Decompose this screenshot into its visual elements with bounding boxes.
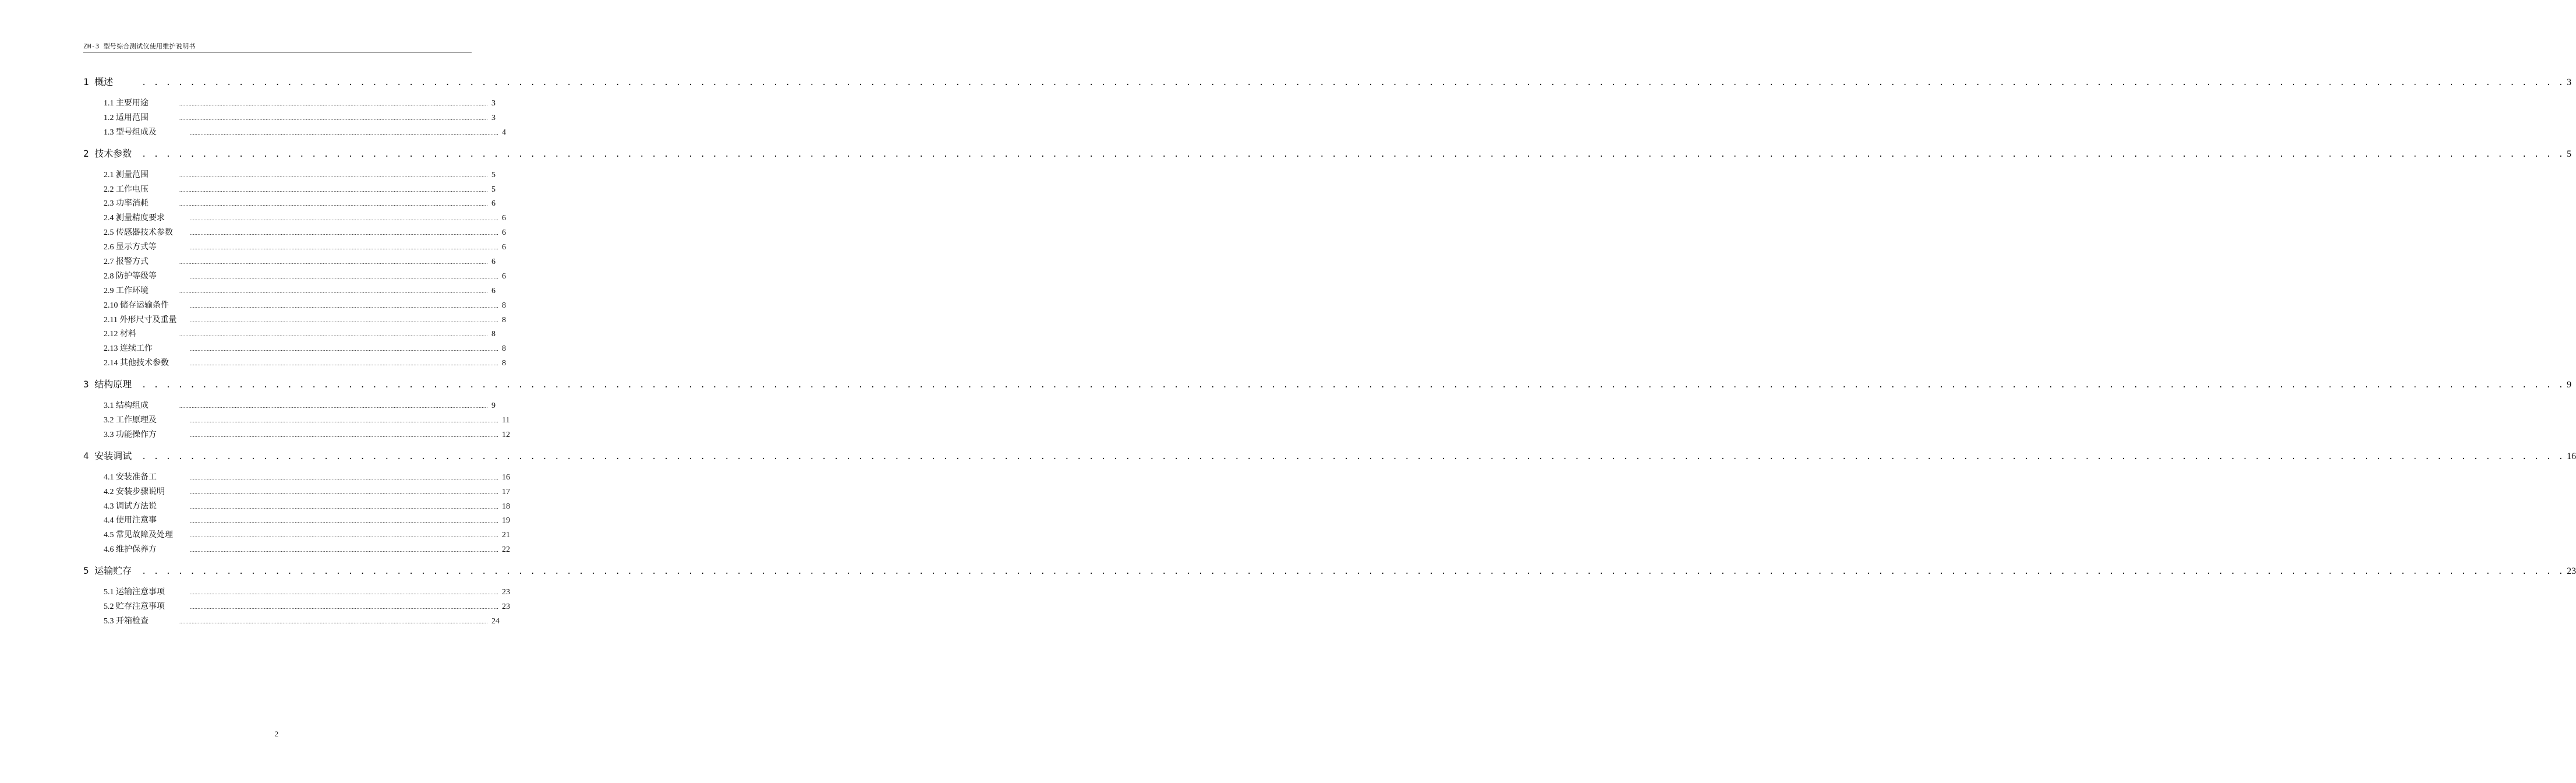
toc-entry-label: 2 技术参数 — [83, 147, 132, 159]
toc-entry-label: 5.1 运输注意事项 — [104, 588, 165, 597]
toc-chapter-entry[interactable] — [83, 377, 2572, 392]
dot-leader: ........................................................................................................................................................................................................ — [179, 288, 488, 294]
toc-section-entry[interactable] — [83, 197, 496, 211]
toc-section-entry[interactable] — [83, 586, 510, 600]
toc-section-entry[interactable] — [83, 615, 500, 629]
toc-entry-label: 2.13 连续工作 — [104, 344, 153, 354]
dot-leader: ........................................................................................................................................................................................................ — [179, 259, 488, 266]
toc-entry-page-number: 21 — [502, 531, 510, 540]
toc-entry-label: 5 运输贮存 — [83, 565, 132, 577]
toc-section-entry[interactable] — [83, 485, 510, 500]
dot-leader: ........................................................................................................................................................................................................ — [179, 172, 488, 178]
dot-leader: ........................................................................................................................................................................................................ — [190, 245, 498, 251]
toc-section-entry[interactable] — [83, 342, 506, 357]
toc-entry-label: 2.14 其他技术参数 — [104, 359, 169, 368]
toc-entry-page-number: 11 — [502, 416, 510, 425]
toc-entry-page-number: 6 — [491, 286, 496, 295]
toc-entry-label: 2.11 外形尺寸及重量 — [104, 315, 177, 325]
toc-entry-page-number: 8 — [491, 330, 496, 339]
toc-entry-page-number: 9 — [491, 401, 496, 411]
dot-leader: ........................................................................................................................................................................................................ — [190, 346, 498, 352]
dot-leader: . . . . . . . . . . . . . . . . . . . . . . . . . . . . . . . . . . . . . . . . . . . . . . . . . . . . . . . . . . . . . . . . . . . . . . . . . . . . . . . . . . . . . . . . . . . . . . . . . . . . . . . . . . . . . . . . . . . . . . . . . . . . . . . . . . . . . . . . . . . . . . . . . . . . . . . . . . . . . . . . . . . . . . . . . . . . . . . . . . . . . . . . . . . . . . . . . . . . . . . . — [141, 452, 2565, 461]
dot-leader: ........................................................................................................................................................................................................ — [190, 432, 498, 438]
toc-section-entry[interactable] — [83, 528, 510, 543]
dot-leader: ........................................................................................................................................................................................................ — [179, 201, 488, 207]
dot-leader: ........................................................................................................................................................................................................ — [190, 216, 498, 222]
toc-section-entry[interactable] — [83, 97, 496, 111]
running-header: ZH-3 型号综合测试仪使用维护说明书 — [83, 43, 472, 52]
dot-leader: . . . . . . . . . . . . . . . . . . . . . . . . . . . . . . . . . . . . . . . . . . . . . . . . . . . . . . . . . . . . . . . . . . . . . . . . . . . . . . . . . . . . . . . . . . . . . . . . . . . . . . . . . . . . . . . . . . . . . . . . . . . . . . . . . . . . . . . . . . . . . . . . . . . . . . . . . . . . . . . . . . . . . . . . . . . . . . . . . . . . . . . . . . . . . . . . . . . . . . . . — [141, 567, 2565, 577]
toc-entry-label: 2.3 功率消耗 — [104, 199, 148, 209]
toc-entry-label: 2.9 工作环境 — [104, 286, 148, 295]
toc-entry-label: 2.8 防护等级等 — [104, 271, 157, 281]
toc-entry-page-number: 23 — [502, 588, 510, 597]
toc-chapter-entry[interactable] — [83, 146, 2572, 161]
toc-entry-label: 4.3 调试方法说 — [104, 502, 157, 511]
toc-entry-label: 2.1 测量范围 — [104, 170, 148, 179]
toc-entry-label: 1.2 适用范围 — [104, 113, 148, 122]
toc-entry-label: 5.2 贮存注意事项 — [104, 602, 165, 612]
dot-leader: ........................................................................................................................................................................................................ — [190, 547, 498, 553]
dot-leader: ........................................................................................................................................................................................................ — [190, 590, 498, 596]
toc-entry-label: 4.4 使用注意事 — [104, 516, 157, 525]
toc-entry-label: 5.3 开箱检查 — [104, 616, 148, 626]
dot-leader: ........................................................................................................................................................................................................ — [190, 503, 498, 510]
toc-entry-page-number: 6 — [491, 258, 496, 267]
toc-entry-label: 4.6 维护保养方 — [104, 545, 157, 555]
toc-entry-page-number: 6 — [502, 243, 506, 252]
toc-entry-page-number: 19 — [502, 516, 510, 525]
toc-entry-page-number: 17 — [502, 487, 510, 496]
toc-section-entry[interactable] — [83, 226, 506, 241]
toc-section-entry[interactable] — [83, 414, 510, 428]
dot-leader: ........................................................................................................................................................................................................ — [179, 186, 488, 193]
toc-entry-label: 4.2 安装步骤说明 — [104, 487, 165, 496]
toc-entry-page-number: 23 — [2567, 566, 2576, 577]
dot-leader: ........................................................................................................................................................................................................ — [190, 489, 498, 495]
toc-entry-page-number: 6 — [502, 271, 506, 281]
toc-section-entry[interactable] — [83, 543, 510, 558]
toc-entry-label: 2.12 材料 — [104, 330, 136, 339]
toc-section-entry[interactable] — [83, 471, 510, 485]
dot-leader: ........................................................................................................................................................................................................ — [190, 604, 498, 611]
page-number: 2 — [274, 729, 279, 738]
toc-entry-page-number: 6 — [502, 214, 506, 223]
toc-entry-label: 4.1 安装准备工 — [104, 472, 157, 482]
toc-entry-label: 2.7 报警方式 — [104, 258, 148, 267]
dot-leader: ........................................................................................................................................................................................................ — [179, 101, 488, 107]
toc-entry-page-number: 5 — [2567, 149, 2572, 159]
toc-entry-label: 1.1 主要用途 — [104, 99, 148, 108]
table-of-contents — [83, 69, 2576, 629]
toc-entry-page-number: 3 — [491, 113, 496, 122]
toc-entry-page-number: 9 — [2567, 380, 2572, 390]
toc-entry-page-number: 6 — [491, 199, 496, 209]
toc-entry-page-number: 5 — [491, 170, 496, 179]
dot-leader: . . . . . . . . . . . . . . . . . . . . . . . . . . . . . . . . . . . . . . . . . . . . . . . . . . . . . . . . . . . . . . . . . . . . . . . . . . . . . . . . . . . . . . . . . . . . . . . . . . . . . . . . . . . . . . . . . . . . . . . . . . . . . . . . . . . . . . . . . . . . . . . . . . . . . . . . . . . . . . . . . . . . . . . . . . . . . . . . . . . . . . . . . . . . . . . . . . . . . . . . — [141, 149, 2565, 159]
toc-section-entry[interactable] — [83, 270, 506, 284]
toc-section-entry[interactable] — [83, 357, 506, 371]
toc-entry-label: 3.1 结构组成 — [104, 401, 148, 411]
toc-chapter-entry[interactable] — [83, 563, 2576, 579]
toc-entry-label: 2.5 传感器技术参数 — [104, 228, 173, 238]
toc-section-entry[interactable] — [83, 313, 506, 328]
dot-leader: ........................................................................................................................................................................................................ — [190, 273, 498, 280]
toc-entry-page-number: 23 — [502, 602, 510, 612]
dot-leader: ........................................................................................................................................................................................................ — [179, 115, 488, 121]
toc-entry-label: 1 概述 — [83, 76, 114, 87]
dot-leader: ........................................................................................................................................................................................................ — [179, 331, 488, 338]
toc-entry-label: 2.2 工作电压 — [104, 185, 148, 194]
toc-entry-label: 2.4 测量精度要求 — [104, 214, 165, 223]
toc-entry-page-number: 16 — [2567, 451, 2576, 461]
toc-entry-page-number: 22 — [502, 545, 510, 555]
toc-section-entry[interactable] — [83, 399, 496, 414]
toc-entry-page-number: 8 — [502, 359, 506, 368]
dot-leader: . . . . . . . . . . . . . . . . . . . . . . . . . . . . . . . . . . . . . . . . . . . . . . . . . . . . . . . . . . . . . . . . . . . . . . . . . . . . . . . . . . . . . . . . . . . . . . . . . . . . . . . . . . . . . . . . . . . . . . . . . . . . . . . . . . . . . . . . . . . . . . . . . . . . . . . . . . . . . . . . . . . . . . . . . . . . . . . . . . . . . . . . . . . . . . . . . . . . . . . . — [141, 78, 2565, 87]
dot-leader: ........................................................................................................................................................................................................ — [190, 317, 498, 323]
dot-leader: ........................................................................................................................................................................................................ — [190, 518, 498, 524]
toc-entry-page-number: 3 — [491, 99, 496, 108]
toc-entry-page-number: 24 — [491, 616, 500, 626]
toc-section-entry[interactable] — [83, 183, 496, 197]
toc-section-entry[interactable] — [83, 126, 506, 140]
toc-entry-page-number: 8 — [502, 315, 506, 325]
dot-leader: ........................................................................................................................................................................................................ — [190, 230, 498, 237]
dot-leader: ........................................................................................................................................................................................................ — [190, 302, 498, 309]
dot-leader: ........................................................................................................................................................................................................ — [179, 618, 488, 625]
toc-entry-page-number: 18 — [502, 502, 510, 511]
toc-entry-label: 2.6 显示方式等 — [104, 243, 157, 252]
toc-chapter-entry[interactable] — [83, 75, 2572, 90]
toc-section-entry[interactable] — [83, 327, 496, 342]
toc-section-entry[interactable] — [83, 500, 510, 514]
dot-leader: ........................................................................................................................................................................................................ — [179, 403, 488, 410]
dot-leader: ........................................................................................................................................................................................................ — [190, 532, 498, 539]
toc-section-entry[interactable] — [83, 241, 506, 255]
toc-section-entry[interactable] — [83, 514, 510, 528]
toc-section-entry[interactable] — [83, 111, 496, 126]
dot-leader: . . . . . . . . . . . . . . . . . . . . . . . . . . . . . . . . . . . . . . . . . . . . . . . . . . . . . . . . . . . . . . . . . . . . . . . . . . . . . . . . . . . . . . . . . . . . . . . . . . . . . . . . . . . . . . . . . . . . . . . . . . . . . . . . . . . . . . . . . . . . . . . . . . . . . . . . . . . . . . . . . . . . . . . . . . . . . . . . . . . . . . . . . . . . . . . . . . . . . . . . — [141, 380, 2565, 390]
toc-entry-page-number: 4 — [502, 128, 506, 137]
toc-section-entry[interactable] — [83, 428, 510, 443]
toc-section-entry[interactable] — [83, 284, 496, 299]
toc-entry-label: 3.2 工作原理及 — [104, 416, 157, 425]
dot-leader: ........................................................................................................................................................................................................ — [190, 418, 498, 424]
toc-section-entry[interactable] — [83, 168, 496, 183]
toc-entry-label: 4 安装调试 — [83, 450, 132, 461]
toc-entry-page-number: 12 — [502, 430, 510, 439]
toc-section-entry[interactable] — [83, 299, 506, 313]
toc-entry-page-number: 8 — [502, 301, 506, 310]
toc-section-entry[interactable] — [83, 255, 496, 270]
toc-section-entry[interactable] — [83, 600, 510, 615]
toc-entry-page-number: 3 — [2567, 77, 2572, 87]
toc-entry-page-number: 6 — [502, 228, 506, 238]
toc-entry-label: 3 结构原理 — [83, 379, 132, 390]
toc-entry-page-number: 8 — [502, 344, 506, 354]
toc-entry-label: 4.5 常见故障及处理 — [104, 531, 173, 540]
toc-chapter-entry[interactable] — [83, 449, 2576, 464]
toc-entry-page-number: 16 — [502, 472, 510, 482]
toc-section-entry[interactable] — [83, 211, 506, 226]
toc-entry-label: 1.3 型号组成及 — [104, 128, 157, 137]
toc-entry-label: 2.10 储存运输条件 — [104, 301, 169, 310]
toc-entry-label: 3.3 功能操作方 — [104, 430, 157, 439]
dot-leader: ........................................................................................................................................................................................................ — [190, 361, 498, 367]
dot-leader: ........................................................................................................................................................................................................ — [190, 129, 498, 136]
toc-entry-page-number: 5 — [491, 185, 496, 194]
dot-leader: ........................................................................................................................................................................................................ — [190, 474, 498, 481]
